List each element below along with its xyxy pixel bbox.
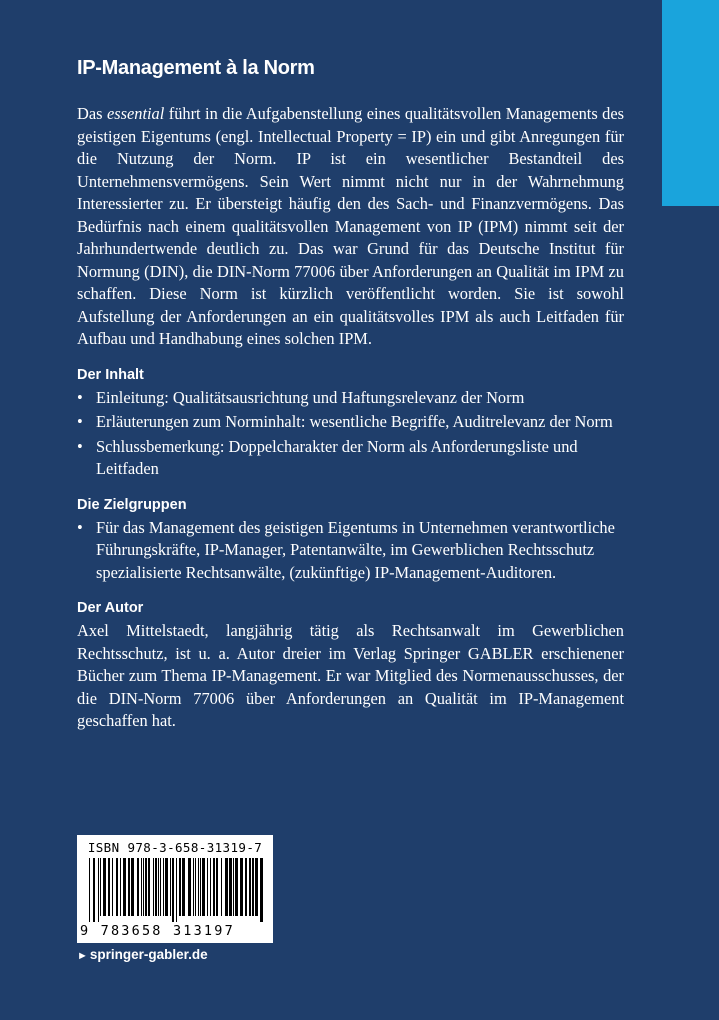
barcode-bar (137, 858, 139, 916)
barcode-bar (165, 858, 168, 916)
author-bio: Axel Mittelstaedt, langjährig tätig als Rechtsanwalt im Gewerblichen Rechtsschutz, ist u. a. Autor dreier im Verlag Springer GABLER erschienener Bücher zum Thema IP-Management. Er war Mitglied des Normenausschusses, der die DIN-Norm 77006 über Anforderungen an Qualität im IP-Management geschaffen hat. (77, 621, 624, 730)
barcode-bar (233, 858, 234, 916)
barcode-bars (85, 858, 265, 922)
barcode-bar (153, 858, 154, 916)
bullet-icon: • (77, 412, 83, 431)
barcode-bar (170, 858, 171, 916)
back-cover-content (77, 56, 624, 733)
inhalt-list (77, 387, 624, 481)
barcode-bar (112, 858, 113, 916)
barcode-bar (143, 858, 144, 916)
isbn-label: ISBN 978-3-658-31319-7 (87, 840, 263, 855)
barcode-bar (249, 858, 251, 916)
section-heading-inhalt: Der Inhalt (77, 366, 144, 383)
section-heading-autor: Der Autor (77, 600, 144, 616)
barcode-digits: 9 783658 313197 (80, 923, 235, 939)
bullet-icon: • (77, 517, 83, 537)
section-heading-zielgruppen: Die Zielgruppen (77, 496, 187, 513)
barcode-bar (213, 858, 215, 916)
barcode-bar (255, 858, 258, 916)
barcode-bar (245, 858, 247, 916)
barcode-bar (188, 858, 191, 916)
list-item (77, 436, 624, 481)
barcode-bar (131, 858, 134, 916)
barcode-bar (148, 858, 150, 916)
barcode-bar (145, 858, 147, 916)
barcode-bar (103, 858, 106, 916)
intro-paragraph (77, 103, 624, 351)
barcode-bar (176, 858, 177, 922)
barcode-bar (195, 858, 196, 916)
list-item-text: Einleitung: Qualitätsausrichtung und Haftungsrelevanz der Norm (96, 387, 525, 407)
barcode-bar (202, 858, 205, 916)
list-item-text: Für das Management des geistigen Eigentums in Unternehmen verantwortliche Führungskräfte, IP-Manager, Patentanwälte, im Gewerblichen Rechtsschutz spezialisierte Rechtsanwälte, (zukünftige) IP-Management-Auditoren. (96, 517, 615, 582)
website-url: springer-gabler.de (89, 947, 208, 962)
list-item-text: Schlussbemerkung: Doppelcharakter der Norm als Anforderungsliste und Leitfaden (96, 436, 578, 478)
list-item (77, 517, 624, 585)
intro-lead: Das (77, 104, 107, 123)
barcode-bar (260, 858, 263, 922)
barcode-bar (200, 858, 201, 916)
list-item (77, 411, 624, 434)
barcode-bar (229, 858, 232, 916)
bullet-icon: • (77, 387, 83, 407)
barcode-bar (158, 858, 159, 916)
barcode-bar (100, 858, 101, 916)
list-item-text: Erläuterungen zum Norminhalt: wesentliche Begriffe, Auditrelevanz der Norm (96, 412, 613, 431)
barcode-bar (123, 858, 126, 916)
intro-rest: führt in die Aufgabenstellung eines qualitätsvollen Managements des geistigen Eigentums (engl. Intellectual Property = IP) ein und gibt Anregungen für die Nutzung der Norm. IP ist ein wesentlicher Bestandteil des Unternehmensvermögens. Sein Wert nimmt nicht nur in der Wahrnehmung Interessierter zu. Er übersteigt häufig den des Sach- und Finanzvermögens. Das Bedürfnis nach einem qualitätsvollen Management von IP (IPM) nimmt seit der Jahrhundertwende deutlich zu. Das war Grund für das Deutsche Institut für Normung (DIN), die DIN-Norm 77006 über Anforderungen an Qualität im IPM zu schaffen. Diese Norm ist kürzlich veröffentlicht worden. Sie ist sowohl Aufstellung der Anforderungen an ein qualitätsvolles IPM als auch Leitfaden für Aufbau und Handhabung eines solchen IPM. (77, 104, 624, 348)
accent-bar (662, 0, 719, 206)
section-inhalt (77, 365, 624, 481)
barcode-bar (93, 858, 95, 922)
barcode-bar (198, 858, 199, 916)
barcode-bar (225, 858, 228, 916)
list-item (77, 387, 624, 410)
barcode-bar (120, 858, 121, 916)
barcode-bar (155, 858, 157, 916)
page-title: IP-Management à la Norm (77, 57, 315, 79)
barcode-bar (240, 858, 243, 916)
barcode-bar (172, 858, 174, 922)
barcode-bar (210, 858, 211, 916)
barcode-bar (182, 858, 185, 916)
barcode-bar (193, 858, 194, 916)
barcode-bar (128, 858, 130, 916)
barcode-bar (207, 858, 208, 916)
barcode-bar (252, 858, 254, 916)
publisher-website[interactable] (77, 946, 208, 965)
barcode-bar (216, 858, 218, 916)
arrow-right-icon: ► (77, 950, 88, 962)
barcode-bar (141, 858, 142, 916)
zielgruppen-list (77, 517, 624, 585)
isbn-barcode (77, 835, 273, 943)
barcode-bar (98, 858, 99, 922)
bullet-icon: • (77, 436, 83, 456)
barcode-bar (160, 858, 161, 916)
barcode-bar (235, 858, 238, 916)
barcode-bar (116, 858, 118, 916)
barcode-bar (108, 858, 110, 916)
section-autor (77, 598, 624, 733)
intro-emphasis: essential (106, 104, 165, 123)
barcode-bar (163, 858, 164, 916)
section-zielgruppen (77, 495, 624, 585)
barcode-bar (221, 858, 222, 916)
barcode-bar (179, 858, 181, 916)
barcode-bar (89, 858, 90, 922)
